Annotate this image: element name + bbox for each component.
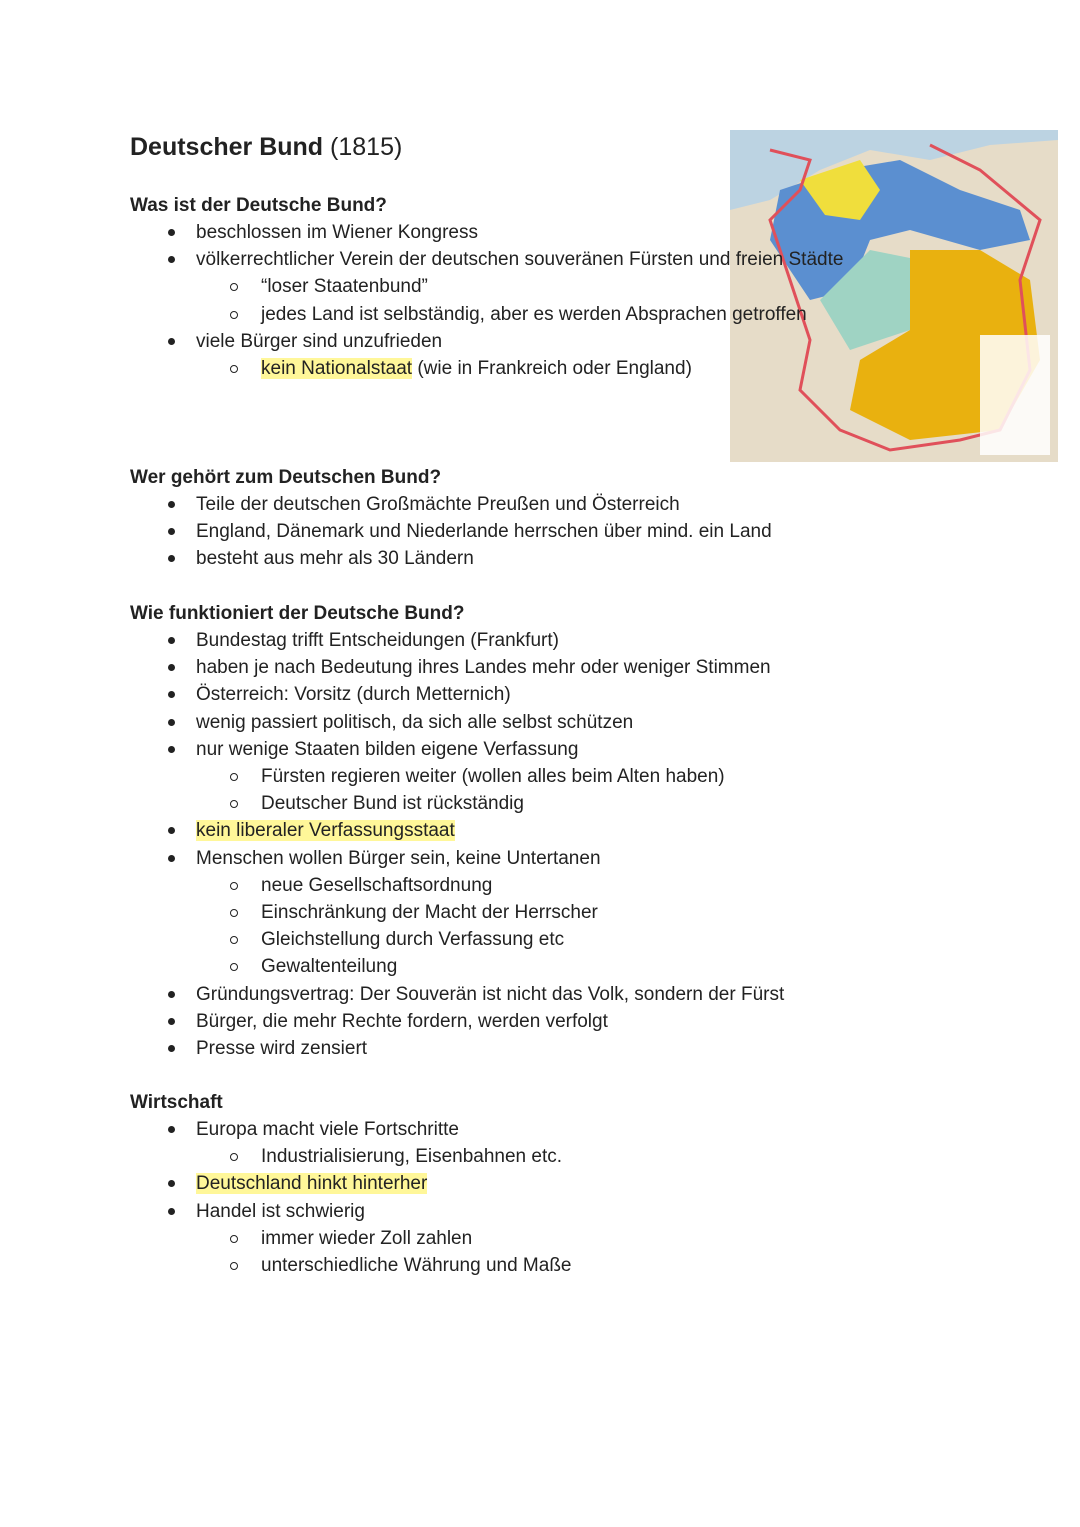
list-item-text: haben je nach Bedeutung ihres Landes mehr oder weniger Stimmen [196, 657, 771, 679]
list-item-text: “loser Staatenbund” [261, 276, 428, 298]
list-item [130, 654, 870, 681]
list-item [130, 1008, 870, 1035]
section-heading: Wer gehört zum Deutschen Bund? [130, 467, 442, 488]
section-was-ist [130, 192, 850, 382]
list-item-text: Gewaltenteilung [261, 956, 398, 978]
section-wer-gehoert [130, 464, 850, 573]
list-item [130, 1198, 850, 1225]
sub-list-item [130, 899, 870, 926]
sub-list-item [130, 926, 870, 953]
list-item [130, 681, 870, 708]
sub-list-item [130, 1225, 850, 1252]
list-item-text: Einschränkung der Macht der Herrscher [261, 902, 598, 924]
section-wie-funktioniert [130, 600, 870, 1062]
list-item-text: nur wenige Staaten bilden eigene Verfassung [196, 738, 579, 760]
list-item [130, 491, 850, 518]
list-item-text: wenig passiert politisch, da sich alle selbst schützen [196, 711, 634, 733]
list-item-text: Industrialisierung, Eisenbahnen etc. [261, 1146, 563, 1168]
list-item-text: unterschiedliche Währung und Maße [261, 1255, 572, 1277]
list-item-text: Deutscher Bund ist rückständig [261, 793, 524, 815]
highlighted-text: kein Nationalstaat [261, 358, 413, 380]
list-item [130, 219, 850, 246]
sub-list-item [130, 273, 850, 300]
list-item-text: England, Dänemark und Niederlande herrschen über mind. ein Land [196, 521, 772, 543]
list-item-text: völkerrechtlicher Verein der deutschen souveränen Fürsten und freien Städte [196, 249, 844, 271]
bullet-list [130, 1116, 850, 1279]
list-item-text: viele Bürger sind unzufrieden [196, 330, 443, 352]
list-item-text: Teile der deutschen Großmächte Preußen und Österreich [196, 494, 680, 515]
list-item [130, 981, 870, 1008]
list-item-text: Menschen wollen Bürger sein, keine Untertanen [196, 847, 601, 869]
sub-list-item [130, 1252, 850, 1279]
list-item [130, 1170, 850, 1197]
sub-list-item [130, 1143, 850, 1170]
sub-list-item [130, 872, 870, 899]
section-heading: Wie funktioniert der Deutsche Bund? [130, 603, 465, 624]
section-heading: Wirtschaft [130, 1092, 223, 1113]
sub-list-item [130, 355, 850, 382]
sub-list-item [130, 790, 870, 817]
list-item [130, 328, 850, 355]
list-item [130, 1035, 870, 1062]
bullet-list [130, 219, 850, 382]
list-item [130, 1116, 850, 1143]
list-item-text: Gründungsvertrag: Der Souverän ist nicht das Volk, sondern der Fürst [196, 983, 785, 1005]
list-item-text: Europa macht viele Fortschritte [196, 1119, 459, 1140]
list-item [130, 545, 850, 572]
list-item [130, 246, 850, 273]
highlighted-text: kein liberaler Verfassungsstaat [196, 820, 455, 842]
section-heading: Was ist der Deutsche Bund? [130, 195, 387, 216]
list-item-text: (wie in Frankreich oder England) [412, 358, 692, 380]
list-item-text: Handel ist schwierig [196, 1200, 365, 1222]
list-item-text: neue Gesellschaftsordnung [261, 874, 493, 896]
list-item [130, 736, 870, 763]
sub-list-item [130, 763, 870, 790]
sub-list-item [130, 953, 870, 980]
list-item [130, 627, 870, 654]
bullet-list [130, 491, 850, 573]
list-item-text: Gleichstellung durch Verfassung etc [261, 929, 565, 951]
list-item [130, 518, 850, 545]
list-item-text: Bundestag trifft Entscheidungen (Frankfurt) [196, 630, 559, 651]
list-item-text: immer wieder Zoll zahlen [261, 1227, 473, 1249]
list-item-text: Presse wird zensiert [196, 1038, 368, 1060]
list-item [130, 845, 870, 872]
page-title [130, 130, 402, 164]
list-item-text: jedes Land ist selbständig, aber es werden Absprachen getroffen [261, 303, 807, 325]
list-item-text: Österreich: Vorsitz (durch Metternich) [196, 684, 511, 706]
title-main: Deutscher Bund [130, 133, 324, 161]
map-legend-box [980, 335, 1050, 455]
list-item-text: Bürger, die mehr Rechte fordern, werden verfolgt [196, 1010, 608, 1032]
bullet-list [130, 627, 870, 1062]
list-item-text: Fürsten regieren weiter (wollen alles beim Alten haben) [261, 766, 725, 788]
list-item-text: beschlossen im Wiener Kongress [196, 222, 478, 243]
list-item [130, 709, 870, 736]
sub-list-item [130, 301, 850, 328]
title-year: (1815) [330, 133, 403, 161]
highlighted-text: Deutschland hinkt hinterher [196, 1173, 428, 1195]
list-item [130, 817, 870, 844]
list-item-text: besteht aus mehr als 30 Ländern [196, 548, 474, 570]
section-wirtschaft [130, 1089, 850, 1279]
